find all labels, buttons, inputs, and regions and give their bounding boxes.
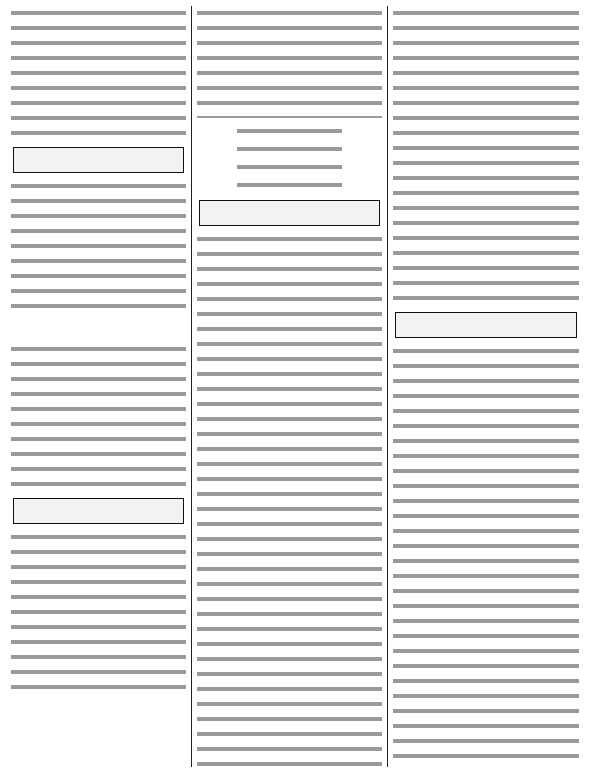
article-continuation [11,6,186,141]
body-text [197,232,382,767]
section-heading [199,200,380,226]
verse-lines [237,124,342,196]
body-text [11,342,186,492]
sub-heading [21,320,176,338]
body-text [11,179,186,314]
body-text [197,6,382,118]
section-heading [395,312,577,338]
body-text [393,344,579,764]
section-heading [13,147,184,173]
article-body [11,530,186,690]
article-body [11,179,186,314]
article-body [393,344,579,764]
column-left [6,6,192,767]
article-continuation [197,6,382,118]
section-heading [13,498,184,524]
body-text [11,6,186,141]
article-continuation [393,6,579,306]
column-right [388,6,584,767]
body-text [11,530,186,690]
body-text [393,6,579,306]
article-body [197,232,382,767]
article-body [11,342,186,492]
column-middle [192,6,388,767]
